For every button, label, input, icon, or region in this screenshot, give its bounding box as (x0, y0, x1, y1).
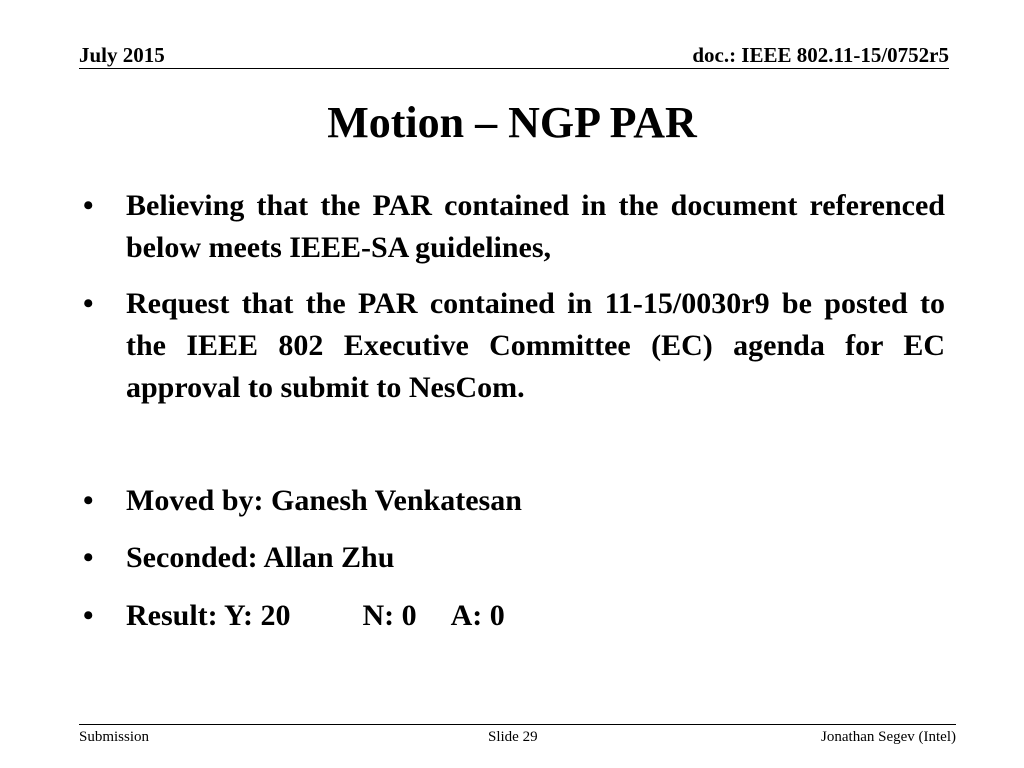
slide-title: Motion – NGP PAR (327, 98, 697, 147)
bullet-text: Moved by: Ganesh Venkatesan (126, 484, 522, 517)
footer-slide-number: Slide 29 (488, 729, 538, 745)
bullet-marker: • (83, 484, 94, 517)
bullet-text: Seconded: Allan Zhu (126, 541, 395, 574)
bullet-text: Request that the PAR contained in 11-15/0030r9 be posted to the IEEE 802 Executive Committee (EC) agenda for EC approval to submit to NesCom. (126, 287, 945, 404)
bullet-item-request (83, 283, 945, 409)
bullet-marker: • (83, 189, 94, 222)
result-text (126, 599, 505, 632)
bullet-text: Believing that the PAR contained in the document referenced below meets IEEE-SA guidelines, (126, 189, 945, 264)
footer-submission: Submission (79, 729, 150, 745)
result-no: N: 0 (362, 599, 417, 632)
bullet-item-result (83, 595, 945, 637)
header-doc-id: doc.: IEEE 802.11-15/0752r5 (692, 43, 949, 67)
bullet-marker: • (83, 541, 94, 574)
header-divider (79, 68, 949, 69)
bullet-marker: • (83, 287, 94, 320)
bullet-marker: • (83, 599, 94, 632)
footer-divider (79, 724, 956, 725)
bullet-item-seconded (83, 537, 945, 579)
header-date: July 2015 (79, 43, 165, 67)
footer-author: Jonathan Segev (Intel) (821, 729, 956, 745)
result-abstain: A: 0 (450, 599, 505, 632)
result-yes: Result: Y: 20 (126, 599, 291, 632)
bullet-item-moved-by (83, 480, 945, 522)
bullet-item-believing (83, 185, 945, 269)
bullet-list (83, 185, 945, 637)
